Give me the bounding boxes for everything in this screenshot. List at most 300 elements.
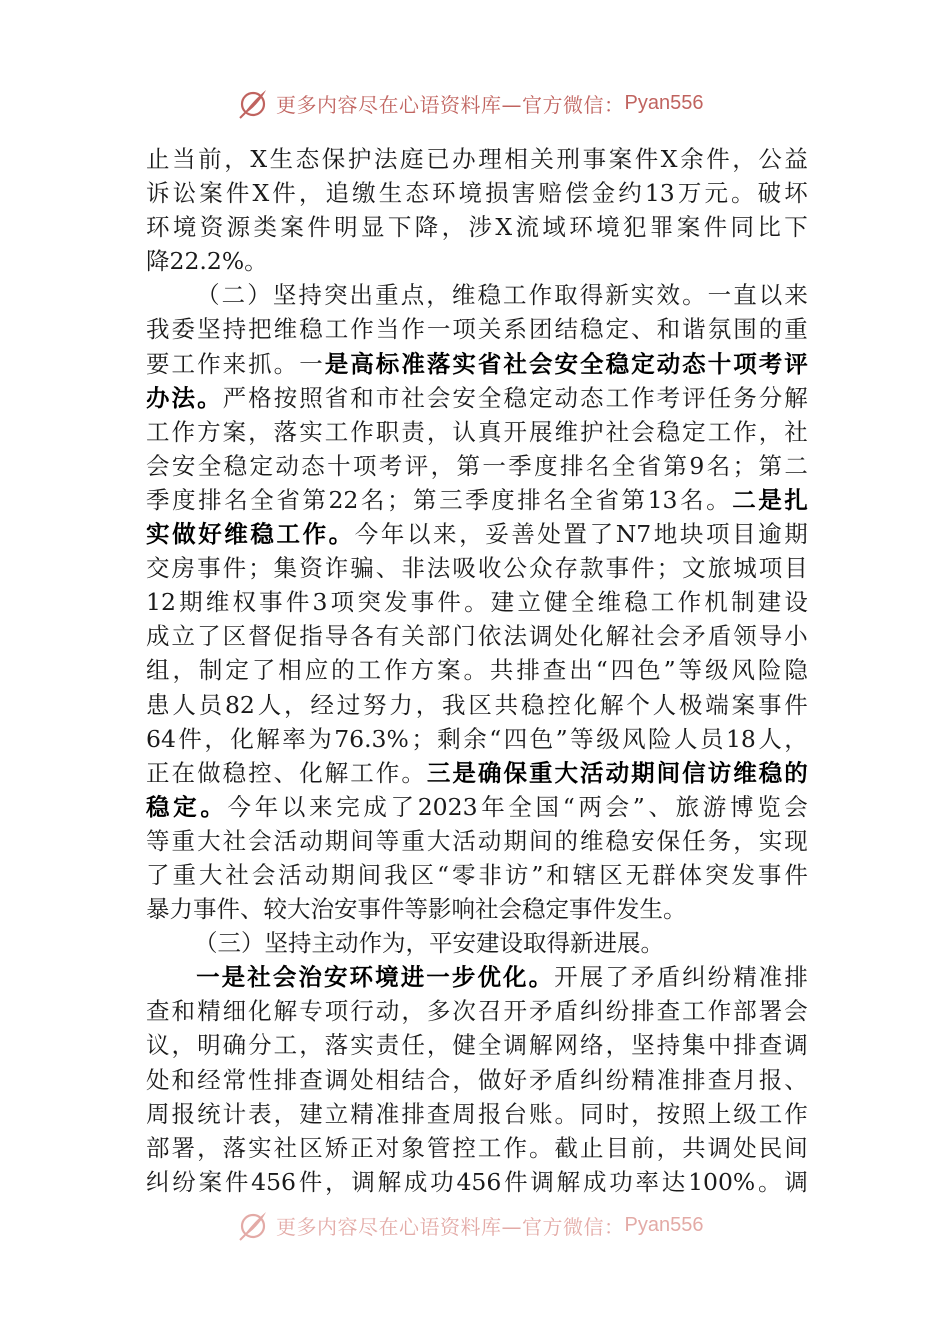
glyph: 精 (733, 963, 757, 992)
glyph: 名 (224, 485, 248, 514)
glyph: 实 (630, 281, 655, 310)
glyph: 化 (580, 622, 604, 651)
glyph: 级 (733, 1099, 757, 1128)
glyph: 是 (324, 349, 349, 378)
glyph: ； (386, 485, 411, 514)
glyph: 方 (197, 417, 221, 446)
glyph: 稳 (477, 281, 501, 310)
glyph: 排 (517, 485, 541, 514)
glyph: ； (248, 554, 272, 583)
glyph: 查 (146, 997, 170, 1026)
text-line (146, 653, 808, 687)
glyph: 余 (680, 145, 704, 173)
glyph: 讼 (172, 179, 197, 208)
glyph: 是 (452, 758, 476, 787)
glyph: 诈 (324, 554, 349, 583)
glyph: 案 (676, 213, 701, 242)
text-line (146, 278, 808, 312)
glyph: ， (299, 1031, 323, 1060)
glyph: 事 (197, 554, 221, 583)
glyph: 名 (680, 485, 704, 514)
glyph: 维 (224, 520, 248, 549)
glyph: 项 (705, 520, 730, 549)
glyph: 点 (400, 281, 425, 310)
glyph: 动 (554, 383, 578, 412)
glyph: 集 (682, 1031, 706, 1060)
glyph: 生 (269, 145, 294, 173)
glyph: 维 (580, 826, 604, 855)
glyph: 报 (171, 1099, 196, 1128)
glyph: 成 (403, 1167, 428, 1196)
glyph: 明 (197, 1031, 221, 1060)
glyph: 应 (304, 656, 329, 685)
glyph: 进 (400, 963, 425, 992)
glyph: 建 (299, 1099, 323, 1128)
glyph: 治 (298, 963, 322, 992)
glyph: 纷 (172, 1167, 196, 1196)
glyph: 统 (197, 1099, 221, 1128)
glyph: 立 (171, 622, 196, 651)
glyph: 调 (503, 1031, 527, 1060)
glyph: 工 (324, 417, 349, 446)
feather-brush-logo-icon (236, 1208, 270, 1242)
glyph: 度 (172, 485, 196, 514)
glyph: 周 (146, 1099, 170, 1128)
glyph: 期 (179, 588, 203, 617)
glyph: 度 (534, 451, 558, 480)
text-line (146, 312, 808, 346)
glyph: 旅 (707, 554, 732, 583)
glyph: 期 (631, 758, 655, 787)
glyph: 作 (733, 417, 757, 446)
glyph: 已 (426, 145, 450, 173)
glyph: 置 (563, 520, 587, 549)
glyph: 、 (375, 554, 400, 583)
glyph: 源 (226, 213, 251, 242)
glyph: 坚 (631, 1031, 655, 1060)
glyph: 件 (631, 554, 655, 583)
text-line (146, 585, 808, 619)
glyph: 显 (361, 213, 385, 242)
glyph: 了 (589, 520, 614, 549)
glyph: ” (632, 792, 645, 821)
glyph: 法 (426, 554, 451, 583)
glyph: 第 (413, 485, 437, 514)
glyph: 文 (682, 554, 706, 583)
glyph: 工 (682, 997, 706, 1026)
glyph: 全 (580, 349, 604, 378)
glyph: 境 (172, 213, 197, 242)
glyph: 处 (537, 520, 561, 549)
glyph: 纠 (580, 1065, 604, 1094)
glyph: 落 (324, 1031, 349, 1060)
glyph: 会 (251, 860, 276, 889)
glyph: 止 (580, 1133, 604, 1162)
text-line (146, 960, 808, 994)
glyph: 四 (503, 724, 528, 753)
glyph: 动 (605, 758, 630, 787)
glyph: 督 (248, 622, 272, 651)
glyph: 门 (452, 622, 476, 651)
glyph: 了 (251, 656, 276, 685)
text-line (146, 347, 808, 381)
glyph: 人 (674, 724, 698, 753)
glyph: 。 (528, 1133, 553, 1162)
glyph: 排 (198, 485, 222, 514)
glyph: 456 (456, 1167, 502, 1196)
glyph: 解 (324, 758, 349, 787)
glyph: 工 (273, 1031, 298, 1060)
glyph: X (252, 179, 270, 208)
glyph: 坚 (197, 315, 221, 344)
glyph: 解 (273, 997, 298, 1026)
glyph: 解 (377, 1167, 402, 1196)
glyph: 间 (528, 826, 553, 855)
glyph: 会 (605, 792, 630, 821)
glyph: ， (758, 417, 783, 446)
glyph: 实 (350, 1031, 374, 1060)
glyph: 82 (224, 690, 255, 719)
glyph: 降 (414, 213, 439, 242)
glyph: 得 (579, 281, 604, 310)
glyph: 重 (172, 860, 196, 889)
glyph: 。 (682, 281, 706, 310)
glyph: ， (224, 145, 248, 173)
glyph: 。 (731, 179, 755, 208)
glyph: 多 (426, 997, 451, 1026)
glyph: 76.3% (334, 724, 409, 753)
glyph: 态 (405, 179, 429, 208)
glyph: 评 (404, 451, 429, 480)
glyph: 态 (295, 145, 320, 173)
glyph: 件 (634, 145, 659, 173)
glyph: 今 (354, 520, 379, 549)
glyph: 、 (784, 1065, 808, 1094)
glyph: 动 (375, 997, 400, 1026)
text-line (146, 142, 808, 176)
glyph: 来 (433, 520, 457, 549)
glyph: 涉 (468, 213, 492, 242)
glyph: 社 (247, 963, 271, 992)
glyph: 工 (758, 1099, 783, 1128)
glyph: 以 (281, 792, 306, 821)
text-line (146, 381, 808, 415)
glyph: 相 (278, 656, 302, 685)
glyph: ” (555, 724, 568, 753)
glyph: 围 (733, 315, 757, 344)
glyph: 作 (171, 417, 196, 446)
glyph: 动 (656, 349, 681, 378)
glyph: 区 (468, 690, 492, 719)
glyph: 设 (784, 588, 808, 617)
glyph: 和 (171, 997, 196, 1026)
glyph: 正 (350, 1133, 374, 1162)
glyph: 一 (196, 963, 220, 992)
glyph: “ (489, 724, 502, 753)
watermark-id: Pyan556 (624, 91, 704, 114)
glyph: 为 (308, 724, 332, 753)
glyph: 项 (452, 315, 476, 344)
glyph: 案 (222, 417, 247, 446)
glyph: 现 (784, 826, 808, 855)
glyph: 季 (146, 485, 170, 514)
glyph: 盾 (554, 997, 578, 1026)
glyph: 件 (178, 724, 202, 753)
glyph: 制 (198, 656, 223, 685)
text-line (146, 449, 808, 483)
glyph: 追 (325, 179, 349, 208)
glyph: 矫 (324, 1133, 349, 1162)
glyph: 分 (758, 383, 783, 412)
glyph: 纷 (605, 997, 630, 1026)
glyph: 立 (324, 1099, 349, 1128)
glyph: 全 (570, 588, 595, 617)
glyph: 结 (554, 315, 578, 344)
glyph: 动 (299, 826, 323, 855)
glyph: 偿 (564, 179, 589, 208)
glyph: 收 (477, 554, 502, 583)
glyph: ， (401, 997, 425, 1026)
glyph: 全 (611, 451, 636, 480)
glyph: 全 (477, 383, 502, 412)
glyph: 态 (682, 349, 706, 378)
glyph: 22 (328, 485, 359, 514)
glyph: 二 (221, 281, 246, 310)
glyph: 好 (198, 520, 222, 549)
glyph: 重 (171, 826, 196, 855)
glyph: 矛 (528, 1065, 553, 1094)
glyph: 纷 (605, 1065, 630, 1094)
glyph: 部 (146, 1133, 170, 1162)
glyph: 共 (494, 690, 519, 719)
glyph: 调 (784, 1031, 808, 1060)
glyph: 实 (248, 1133, 272, 1162)
glyph: 象 (401, 1133, 425, 1162)
glyph: 金 (591, 179, 616, 208)
glyph: ， (171, 1031, 196, 1060)
glyph: 矛 (528, 997, 553, 1026)
watermark-header (236, 86, 703, 120)
glyph: 。 (758, 1167, 782, 1196)
glyph: 维 (733, 758, 757, 787)
glyph: 调 (707, 1133, 732, 1162)
glyph: 当 (172, 145, 196, 173)
glyph: 动 (477, 826, 502, 855)
glyph: ， (197, 1133, 221, 1162)
glyph: 定 (225, 656, 249, 685)
glyph: 事 (259, 588, 283, 617)
glyph: 查 (656, 997, 681, 1026)
glyph: 妥 (485, 520, 509, 549)
glyph: X (250, 145, 268, 173)
glyph: 保 (656, 826, 681, 855)
glyph: 环 (569, 213, 593, 242)
glyph: 间 (656, 758, 681, 787)
glyph: 部 (733, 997, 757, 1026)
glyph: 期 (503, 826, 527, 855)
glyph: ， (631, 1099, 655, 1128)
glyph: 稳 (521, 690, 545, 719)
glyph: 法 (373, 145, 398, 173)
glyph: 次 (452, 997, 476, 1026)
glyph: 查 (542, 656, 567, 685)
glyph: 案 (608, 145, 633, 173)
glyph: 署 (758, 997, 783, 1026)
glyph: 员 (198, 690, 223, 719)
glyph: 法 (171, 383, 196, 412)
glyph: 间 (357, 860, 382, 889)
glyph: 存 (554, 554, 578, 583)
text-line: 降22.2%。 (146, 247, 268, 276)
text-line (146, 688, 808, 722)
glyph: 患 (146, 690, 170, 719)
glyph: 中 (707, 1031, 732, 1060)
glyph: 、 (631, 315, 655, 344)
glyph: 了 (146, 860, 170, 889)
glyph: 比 (757, 213, 781, 242)
glyph: 真 (477, 417, 502, 446)
glyph: 网 (554, 1031, 578, 1060)
glyph: 经 (197, 1065, 221, 1094)
glyph: 境 (596, 213, 620, 242)
glyph: 境 (458, 179, 483, 208)
glyph: 逾 (758, 520, 782, 549)
glyph: 了 (605, 963, 629, 992)
glyph: ， (441, 213, 466, 242)
glyph: 工 (477, 1133, 502, 1162)
glyph: 坚 (272, 281, 297, 310)
glyph: 信 (682, 758, 706, 787)
glyph: 法 (503, 622, 527, 651)
glyph: 公 (758, 145, 782, 173)
glyph: 护 (347, 145, 372, 173)
glyph: 十 (327, 451, 351, 480)
glyph: 盾 (656, 963, 680, 992)
glyph: 人 (652, 690, 677, 719)
glyph: 计 (222, 1099, 247, 1128)
glyph: 件 (706, 145, 730, 173)
glyph: 季 (508, 451, 532, 480)
glyph: 处 (554, 622, 578, 651)
glyph: 期 (331, 860, 355, 889)
glyph: 稳 (146, 792, 170, 821)
glyph: ， (415, 690, 440, 719)
glyph: 大 (197, 826, 221, 855)
glyph: 当 (375, 315, 400, 344)
glyph: 实 (146, 520, 170, 549)
glyph: 名 (585, 451, 610, 480)
glyph: 区 (599, 860, 623, 889)
glyph: 作 (350, 315, 374, 344)
glyph: 性 (248, 1065, 272, 1094)
glyph: 发 (384, 588, 408, 617)
glyph: 查 (707, 1065, 732, 1094)
glyph: 调 (530, 1167, 554, 1196)
text-line (146, 1063, 808, 1097)
glyph: 全 (477, 1031, 502, 1060)
glyph: 二 (784, 451, 808, 480)
glyph: 扎 (784, 485, 808, 514)
glyph: 作 (350, 417, 374, 446)
glyph: 件 (285, 588, 310, 617)
glyph: 庭 (400, 145, 424, 173)
glyph: 确 (477, 758, 502, 787)
glyph: 开 (503, 417, 527, 446)
glyph: 组 (146, 656, 170, 685)
glyph: 维 (205, 588, 230, 617)
glyph: 重 (401, 826, 425, 855)
glyph: 按 (656, 1099, 681, 1128)
glyph: 分 (248, 1031, 272, 1060)
glyph: 是 (758, 485, 782, 514)
glyph: 稳 (605, 349, 630, 378)
glyph: 定 (631, 349, 655, 378)
glyph: 全 (250, 485, 274, 514)
glyph: 做 (172, 520, 196, 549)
glyph: 等 (678, 656, 703, 685)
glyph: 化 (573, 690, 598, 719)
glyph: 间 (784, 1133, 808, 1162)
glyph: 维 (451, 281, 476, 310)
glyph: 非 (401, 554, 425, 583)
glyph: 矛 (682, 622, 706, 651)
glyph: 访 (707, 758, 732, 787)
glyph: “ (595, 656, 608, 685)
glyph: 稳 (299, 315, 323, 344)
glyph: 盾 (554, 1065, 578, 1094)
glyph: 正 (146, 758, 170, 787)
glyph: 2023 (417, 792, 478, 821)
glyph: 取 (554, 281, 578, 310)
glyph: 促 (273, 622, 298, 651)
text-line (146, 994, 808, 1028)
glyph: 地 (653, 520, 678, 549)
glyph: 调 (784, 1167, 808, 1196)
glyph: 块 (679, 520, 704, 549)
glyph: 季 (465, 485, 489, 514)
glyph: 三 (439, 485, 463, 514)
glyph: 定 (173, 792, 197, 821)
text-line (146, 858, 808, 892)
glyph: 方 (410, 656, 435, 685)
watermark-footer (236, 1208, 703, 1242)
glyph: 会 (631, 417, 655, 446)
glyph: 查 (426, 1099, 451, 1128)
glyph: 排 (631, 997, 655, 1026)
glyph: 和 (656, 315, 681, 344)
text-line (146, 722, 808, 756)
glyph: 关 (530, 145, 554, 173)
glyph: 处 (146, 1065, 170, 1094)
glyph: 工 (276, 520, 300, 549)
glyph: 持 (222, 315, 247, 344)
glyph: 年 (481, 792, 505, 821)
glyph: 有 (375, 622, 400, 651)
glyph: 十 (707, 349, 732, 378)
glyph: 标 (375, 349, 400, 378)
glyph: 准 (656, 1065, 681, 1094)
glyph: 经 (310, 690, 334, 719)
glyph: 等 (570, 724, 594, 753)
glyph: X (495, 213, 513, 242)
glyph: 照 (682, 1099, 706, 1128)
glyph: 省 (637, 451, 662, 480)
glyph: 工 (146, 417, 170, 446)
glyph: 456 (251, 1167, 296, 1196)
glyph: 元 (704, 179, 728, 208)
glyph: 共 (489, 656, 514, 685)
feather-brush-logo-icon (236, 86, 270, 120)
